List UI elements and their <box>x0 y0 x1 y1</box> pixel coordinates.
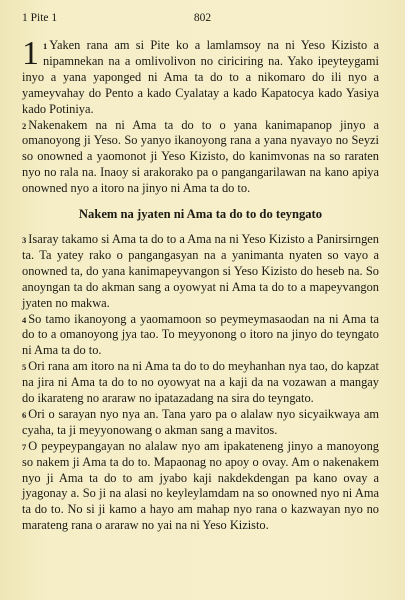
scripture-text <box>22 35 379 534</box>
verse-text: Isaray takamo si Ama ta do to a Ama na ni Yeso Kizisto a Panirsirngen ta. Ta yatey rako o pangangasyan na a yanimanta nyaten so vayo a onowned ta, do yana kanimapeyvangon si Yeso Kizisto do heseb na. So anoyngan ta do akman sang a oyowyat ni Ama ta do to a mapeyvangon jyaten no makwa. <box>22 231 379 310</box>
verse-paragraph <box>22 312 379 360</box>
verse-paragraph <box>22 439 379 534</box>
verse-text: O peypeypangayan no alalaw nyo am ipakateneng jinyo a manoyong so nakem ji Ama ta do to. Mapaonag no apoy o ovay. Am o nakenakem nyo ji Ama ta do to am jyabo kaji nakdekdengan pa kano ovay a jyagonay a. So ji na alasi no keyleylamdam na so onowned nyo ni Ama ta do to. No si ji kamo a hayo am mahap nyo rana o kazwayan nyo no marateng rana o araraw no yai na ni Yeso Kizisto. <box>22 438 379 533</box>
verse-paragraph <box>22 118 379 198</box>
verse-number: 6 <box>22 409 27 420</box>
verse-paragraph <box>22 232 379 312</box>
verse-number: 7 <box>22 441 27 452</box>
verse-paragraph <box>22 35 379 118</box>
page-number: 802 <box>193 12 212 24</box>
book-chapter-label: 1 Pite 1 <box>22 12 58 24</box>
verse-text: Ori o sarayan nyo nya an. Tana yaro pa o alalaw nyo sicyaikwaya am cyaha, ta ji meyyonowang o akman sang a mavitos. <box>22 406 379 437</box>
verse-paragraph <box>22 359 379 407</box>
verse-text: Yaken rana am si Pite ko a lamlamsoy na ni Yeso Kizisto a nipamnekan na a omlivolivon no ciriciring na. Yako ipeyteygami inyo a yana yaponged ni Ama ta do to a nikomaro do ili nyo a yameyvahay do Pento a kado Cyalatay a kado Kapatocya kado Yasiya kado Potiniya. <box>22 38 379 116</box>
verse-number: 5 <box>22 362 27 373</box>
verse-text: Nakenakem na ni Ama ta do to o yana kanimapanop jinyo a omanoyong ji Yeso. So yanyo ikanoyong rana a yana nyavayo no Seyzi so onowned a yaomonot ji Yeso Kizisto, do kanimvonas na so raraten nyo no rala na. Inaoy si arakorako pa o pangangarilawan na kano apiya onowned nyo a itoro na jinyo ni Ama ta do to. <box>22 117 379 196</box>
verse-number: 1 <box>43 41 48 51</box>
chapter-number: 1 <box>22 35 39 72</box>
verse-text: Ori rana am itoro na ni Ama ta do to do meyhanhan nya tao, do kapzat na jira ni Ama ta do to no oyowyat na a kaji da na vozawan a mangay do ikarateng no araraw no ipatazadang na sira do teyngato. <box>22 359 379 406</box>
page-header <box>22 12 379 30</box>
verse-number: 3 <box>22 234 27 245</box>
verse-paragraph <box>22 407 379 439</box>
verse-text: So tamo ikanoyong a yaomamoon so peymeymasaodan na ni Ama ta do to a omanoyong jya tao. To meyyonong o itoro na jinyo do teyngato ni Ama ta do to. <box>22 311 379 358</box>
verse-number: 2 <box>22 120 27 131</box>
section-heading: Nakem na jyaten ni Ama ta do to do teyngato <box>78 207 323 222</box>
verse-number: 4 <box>22 314 27 325</box>
